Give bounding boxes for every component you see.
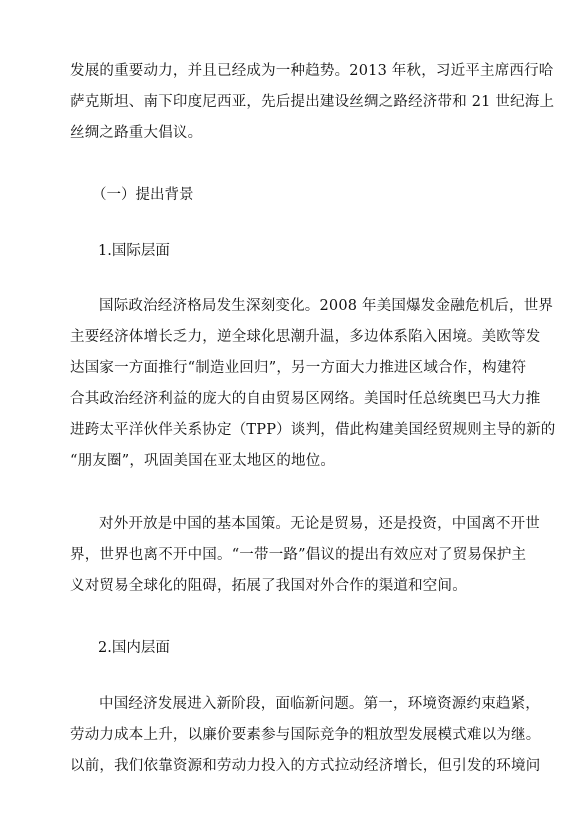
text-line: 对外开放是中国的基本国策。无论是贸易，还是投资，中国离不开世 [99,516,540,532]
section-heading: （一）提出背景 [92,187,194,203]
text-line: 合其政治经济利益的庞大的自由贸易区网络。美国时任总统奥巴马大力推 [70,391,541,407]
paragraph-international-1 [70,291,556,477]
text-line: 劳动力成本上升，以廉价要素参与国际竞争的粗放型发展模式难以为继。 [70,727,541,743]
sub-heading-domestic: 2.国内层面 [98,640,170,656]
text-line: 界，世界也离不开中国。“一带一路”倡议的提出有效应对了贸易保护主 [70,547,527,563]
text-line: “朋友圈”，巩固美国在亚太地区的地位。 [70,453,336,469]
text-line: 中国经济发展进入新阶段，面临新问题。第一，环境资源约束趋紧， [99,696,540,712]
paragraph-international-2 [70,509,540,602]
text-line: 丝绸之路重大倡议。 [70,125,203,141]
paragraph-intro [70,56,555,149]
text-line: 进跨太平洋伙伴关系协定（TPP）谈判，借此构建美国经贸规则主导的新的 [70,422,556,438]
paragraph-domestic-1 [70,689,541,782]
text-line: 达国家一方面推行“制造业回归”，另一方面大力推进区域合作，构建符 [70,360,527,376]
text-line: 萨克斯坦、南下印度尼西亚，先后提出建设丝绸之路经济带和 21 世纪海上 [70,94,555,110]
sub-heading-international: 1.国际层面 [98,243,170,259]
text-line: 以前，我们依靠资源和劳动力投入的方式拉动经济增长，但引发的环境问 [70,758,541,774]
text-line: 义对贸易全球化的阻碍，拓展了我国对外合作的渠道和空间。 [70,578,467,594]
text-line: 国际政治经济格局发生深刻变化。2008 年美国爆发金融危机后，世界 [99,298,554,314]
text-line: 发展的重要动力，并且已经成为一种趋势。2013 年秋，习近平主席西行哈 [70,63,554,79]
text-line: 主要经济体增长乏力，逆全球化思潮升温，多边体系陷入困境。美欧等发 [70,329,541,345]
